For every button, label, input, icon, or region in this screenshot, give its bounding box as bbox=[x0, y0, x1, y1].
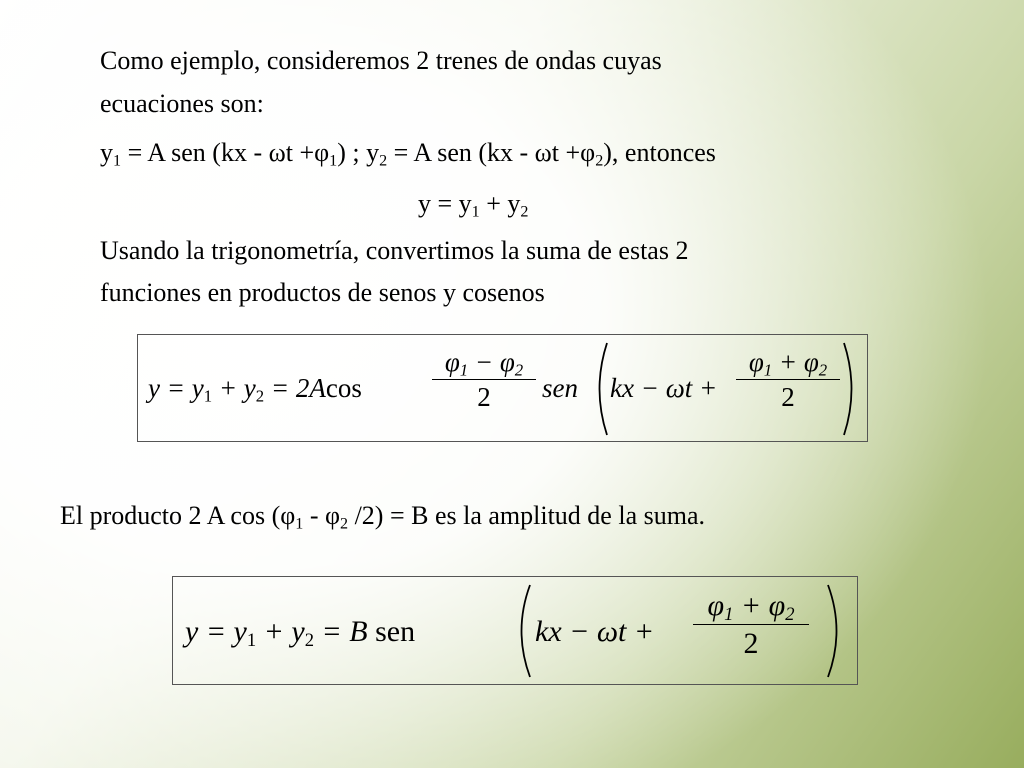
product-formula-box bbox=[137, 334, 868, 442]
phase-sum-fraction: $\varphi_1 + \varphi_2$ 2 bbox=[693, 591, 809, 659]
amplitude-formula-argument: kx − ωt + bbox=[535, 615, 655, 648]
amplitude-formula-box bbox=[172, 576, 858, 685]
amplitude-sentence: El producto 2 A $\cos (\varphi_1 - \varphi_2$ /2) = B es la amplitud de la suma. bbox=[60, 501, 705, 533]
sine-label: sen bbox=[542, 373, 578, 403]
amplitude-formula-lhs: $y = y_1 + y_2 = B$ sen bbox=[185, 615, 416, 652]
intro-line-1: Como ejemplo, consideremos 2 trenes de ondas cuyas bbox=[100, 46, 662, 75]
intro-line-2: ecuaciones son: bbox=[100, 89, 264, 118]
left-parenthesis bbox=[511, 583, 533, 679]
right-parenthesis bbox=[825, 583, 847, 679]
phase-difference-fraction: $\varphi_1 - \varphi_2$ 2 bbox=[432, 349, 536, 411]
left-parenthesis bbox=[590, 341, 610, 437]
trig-line-2: funciones en productos de senos y cosenos bbox=[100, 278, 545, 307]
trig-line-1: Usando la trigonometría, convertimos la suma de estas 2 bbox=[100, 236, 689, 265]
wave-equations-line: $y_1 = A$ sen $(kx - \omega t +\varphi_1)$ ; $y_2 = A$ sen $(kx - \omega t +\varphi_2)$, entonces bbox=[100, 138, 716, 170]
right-parenthesis bbox=[841, 341, 861, 437]
sum-equation: $y = y_1 + y_2$ bbox=[418, 189, 529, 221]
product-formula-argument: kx − ωt + bbox=[610, 373, 718, 403]
product-formula-lhs: $y = y_1 + y_2 = 2Acos$ bbox=[148, 373, 362, 406]
phase-sum-fraction: $\varphi_1 + \varphi_2$ 2 bbox=[736, 349, 840, 411]
